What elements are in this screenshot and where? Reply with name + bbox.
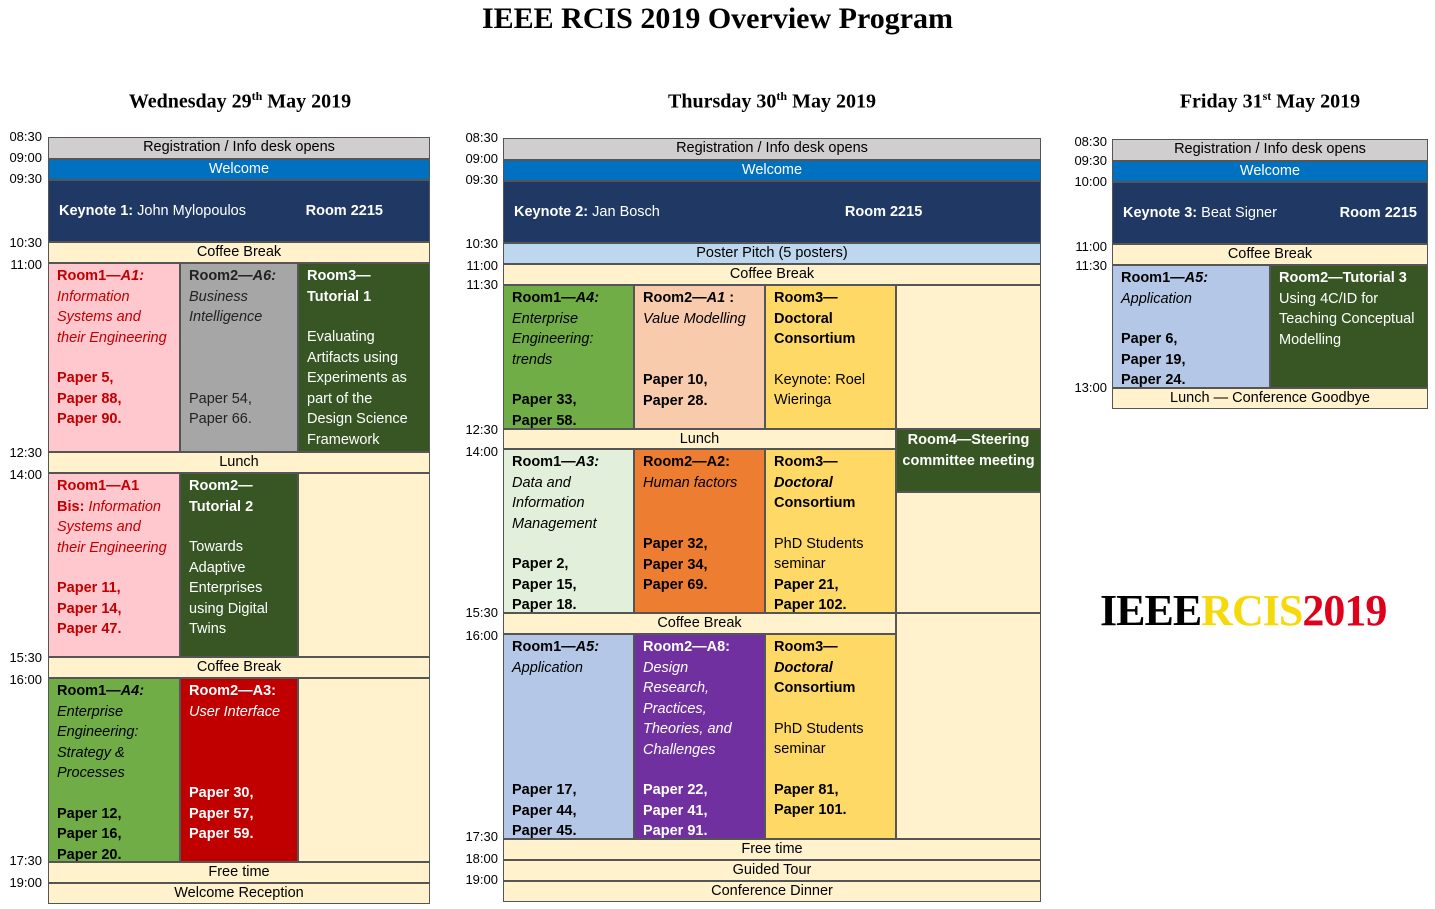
time-label: 08:30	[465, 130, 498, 145]
thu-registration: Registration / Info desk opens	[503, 138, 1041, 160]
wed-welcome: Welcome	[48, 159, 430, 180]
thu-session-room1-a4: Room1—A4: Enterprise Engineering: trends Paper 33, Paper 58.	[503, 285, 634, 429]
thu-session-room2-a2: Room2—A2: Human factors Paper 32, Paper 34, Paper 69.	[634, 449, 765, 613]
thu-session-room3-doctoral-3: Room3— Doctoral Consortium PhD Students seminar Paper 81, Paper 101.	[765, 634, 896, 839]
thu-session-room1-a3: Room1—A3: Data and Information Management Paper 2, Paper 15, Paper 18.	[503, 449, 634, 613]
keynote-speaker: Beat Signer	[1197, 204, 1277, 221]
time-label: 11:00	[10, 257, 42, 272]
thu-session-room1-a5: Room1—A5: Application Paper 17, Paper 44, Paper 45.	[503, 634, 634, 839]
wed-free-time: Free time	[48, 862, 430, 883]
keynote-label: Keynote 2:	[514, 203, 589, 220]
time-label: 09:30	[9, 171, 42, 186]
time-label: 11:00	[1075, 239, 1107, 254]
wed-lunch: Lunch	[48, 452, 430, 473]
wed-session-room3-tutorial1: Room3— Tutorial 1 Evaluating Artifacts using Experiments as part of the Design Science Framework	[298, 263, 430, 452]
time-label: 09:30	[1074, 153, 1107, 168]
wed-empty-slot	[298, 678, 430, 862]
page-title: IEEE RCIS 2019 Overview Program	[481, 2, 954, 35]
time-label: 19:00	[9, 875, 42, 890]
wed-coffee-break-2: Coffee Break	[48, 657, 430, 678]
wed-session-room2-tutorial2: Room2— Tutorial 2 Towards Adaptive Enterprises using Digital Twins	[180, 473, 298, 657]
thu-conference-dinner: Conference Dinner	[503, 881, 1041, 902]
wed-empty-slot	[298, 473, 430, 657]
keynote-label: Keynote 1:	[59, 202, 134, 219]
thu-room4-steering: Room4—Steering committee meeting	[896, 429, 1041, 492]
fri-session-room1-a5: Room1—A5: Application Paper 6, Paper 19, Paper 24.	[1112, 265, 1270, 388]
time-label: 16:00	[465, 628, 498, 643]
ieee-rcis-logo: IEEERCIS2019	[1100, 586, 1387, 635]
time-label: 15:30	[465, 605, 498, 620]
time-label: 09:30	[465, 172, 498, 187]
keynote-label: Keynote 3:	[1123, 204, 1198, 221]
thu-keynote	[503, 181, 1041, 243]
time-label: 10:30	[465, 236, 498, 251]
thu-session-room3-doctoral-2: Room3— Doctoral Consortium PhD Students seminar Paper 21, Paper 102.	[765, 449, 896, 613]
wed-session-room2-a6: Room2—A6: Business Intelligence Paper 54, Paper 66.	[180, 263, 298, 452]
thu-poster-pitch: Poster Pitch (5 posters)	[503, 243, 1041, 264]
fri-welcome: Welcome	[1112, 161, 1428, 182]
time-label: 14:00	[9, 467, 42, 482]
time-label: 10:00	[1074, 174, 1107, 189]
time-label: 12:30	[465, 422, 498, 437]
time-label: 11:00	[466, 258, 498, 273]
thu-empty-slot	[896, 285, 1041, 429]
keynote-room: Room 2215	[1339, 204, 1417, 221]
day-header-wednesday: Wednesday 29th May 2019	[128, 89, 352, 113]
time-label: 17:30	[465, 829, 498, 844]
thu-session-room2-a8: Room2—A8: Design Research, Practices, Theories, and Challenges Paper 22, Paper 41, Paper 91.	[634, 634, 765, 839]
wed-keynote	[48, 180, 430, 242]
keynote-room: Room 2215	[305, 202, 383, 219]
thu-coffee-break-2: Coffee Break	[503, 613, 896, 634]
fri-lunch-goodbye: Lunch — Conference Goodbye	[1112, 388, 1428, 409]
time-label: 12:30	[9, 445, 42, 460]
thu-guided-tour: Guided Tour	[503, 860, 1041, 881]
wed-session-room1-a4: Room1—A4: Enterprise Engineering: Strategy & Processes Paper 12, Paper 16, Paper 20.	[48, 678, 180, 862]
keynote-speaker: Jan Bosch	[588, 203, 660, 220]
keynote-speaker: John Mylopoulos	[133, 202, 246, 219]
thu-lunch: Lunch	[503, 429, 896, 449]
wed-session-room2-a3: Room2—A3: User Interface Paper 30, Paper 57, Paper 59.	[180, 678, 298, 862]
time-label: 13:00	[1074, 380, 1107, 395]
time-label: 09:00	[9, 150, 42, 165]
thu-session-room3-doctoral: Room3— Doctoral Consortium Keynote: Roel Wieringa	[765, 285, 896, 429]
wed-registration: Registration / Info desk opens	[48, 137, 430, 159]
day-header-thursday: Thursday 30th May 2019	[668, 89, 876, 113]
keynote-room: Room 2215	[844, 203, 923, 220]
fri-session-room2-tutorial3: Room2—Tutorial 3 Using 4C/ID for Teaching Conceptual Modelling	[1270, 265, 1428, 388]
thu-empty-slot	[896, 492, 1041, 613]
time-label: 19:00	[465, 872, 498, 887]
fri-registration: Registration / Info desk opens	[1112, 139, 1428, 161]
time-label: 14:00	[465, 444, 498, 459]
time-label: 11:30	[1075, 258, 1107, 273]
time-label: 17:30	[9, 853, 42, 868]
wed-session-room1-a1: Room1—A1: Information Systems and their Engineering Paper 5, Paper 88, Paper 90.	[48, 263, 180, 452]
thu-empty-slot	[896, 613, 1041, 839]
time-label: 09:00	[465, 151, 498, 166]
time-label: 11:30	[466, 277, 498, 292]
time-label: 15:30	[9, 650, 42, 665]
fri-keynote	[1112, 182, 1428, 244]
time-label: 16:00	[9, 672, 42, 687]
time-label: 18:00	[465, 851, 498, 866]
thu-coffee-break-1: Coffee Break	[503, 264, 1041, 285]
day-header-friday: Friday 31st May 2019	[1179, 89, 1361, 113]
time-label: 08:30	[9, 129, 42, 144]
thu-free-time: Free time	[503, 839, 1041, 860]
time-label: 08:30	[1074, 134, 1107, 149]
thu-welcome: Welcome	[503, 160, 1041, 181]
fri-coffee-break: Coffee Break	[1112, 244, 1428, 265]
thu-session-room2-a1: Room2—A1 : Value Modelling Paper 10, Paper 28.	[634, 285, 765, 429]
time-label: 10:30	[9, 235, 42, 250]
wed-coffee-break-1: Coffee Break	[48, 242, 430, 263]
wed-welcome-reception: Welcome Reception	[48, 883, 430, 904]
wed-session-room1-a1-bis: Room1—A1 Bis: Information Systems and their Engineering Paper 11, Paper 14, Paper 47.	[48, 473, 180, 657]
